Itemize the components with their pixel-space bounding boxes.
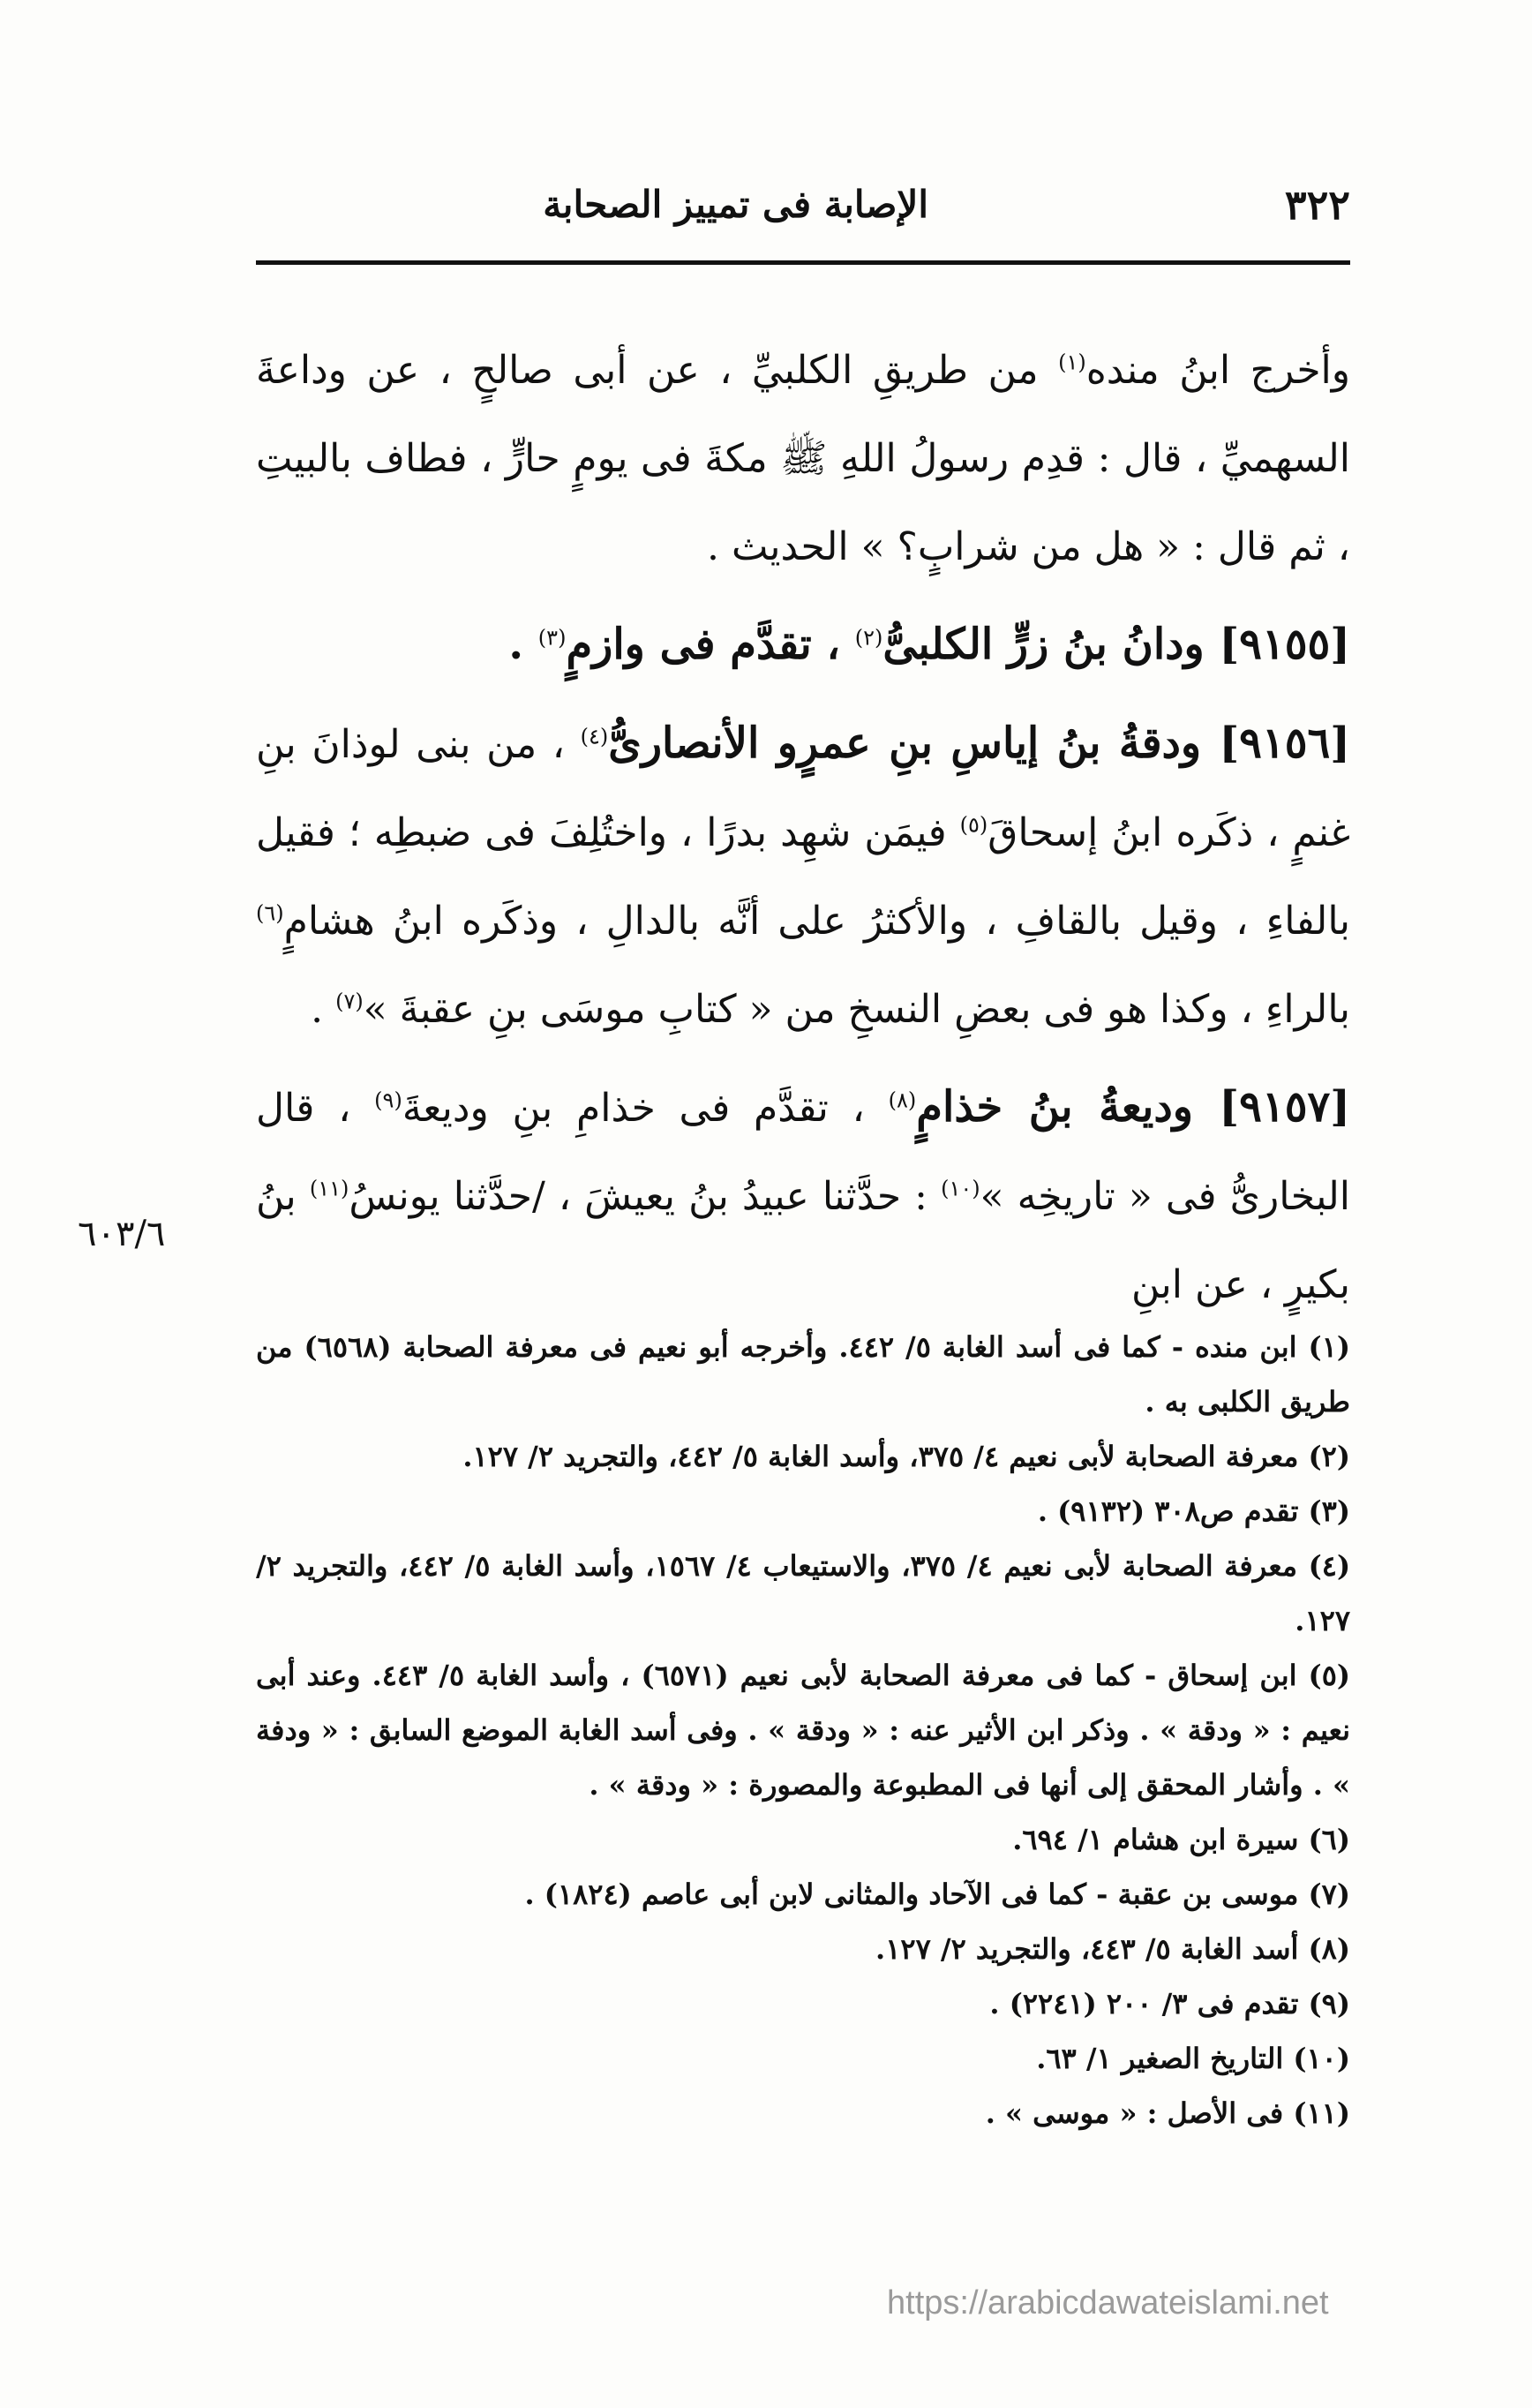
entry-heading: [٩١٥٦] ودقةُ بنُ إياسِ بنِ عمرٍو الأنصارىُّ bbox=[608, 719, 1351, 768]
footnote-ref: (٣) bbox=[537, 625, 567, 651]
text-run: بنُ بكيرٍ ، عن ابنِ bbox=[256, 1174, 1350, 1307]
header-divider bbox=[256, 260, 1350, 265]
entry-heading: [٩١٥٧] وديعةُ بنُ خذامٍ bbox=[916, 1082, 1350, 1132]
footnote-9: (٩) تقدم فى ٣/ ٢٠٠ (٢٢٤١) . bbox=[989, 1987, 1350, 2020]
text-run: وأخرج ابنُ منده bbox=[1085, 348, 1350, 393]
footnote-4: (٤) معرفة الصحابة لأبى نعيم ٤/ ٣٧٥، والاستيعاب ٤/ ١٥٦٧، وأسد الغابة ٥/ ٤٤٢، والتجريد ٢/ ١٢٧. bbox=[256, 1549, 1351, 1637]
text-run: ، تقدَّم فى وازمٍ bbox=[566, 620, 855, 669]
footnote-ref: (٢) bbox=[854, 625, 883, 651]
entry-9155 bbox=[256, 600, 1350, 690]
footnote-ref: (٨) bbox=[888, 1087, 917, 1113]
text-run: . bbox=[508, 620, 538, 669]
entry-9157 bbox=[256, 1063, 1350, 1329]
text-run: بالراءِ ، وكذا هو فى بعضِ النسخِ من « كتابِ موسَى بنِ عقبةَ » bbox=[363, 987, 1350, 1032]
page-number: ٣٢٢ bbox=[1284, 181, 1350, 229]
footnote-1: (١) ابن منده - كما فى أسد الغابة ٥/ ٤٤٢. وأخرجه أبو نعيم فى معرفة الصحابة (٦٥٦٨) من طريق الكلبى به . bbox=[256, 1330, 1351, 1418]
footnote-ref: (٥) bbox=[959, 812, 988, 838]
text-run: . bbox=[311, 987, 336, 1032]
footnote-ref: (٦) bbox=[256, 900, 284, 926]
footnote-8: (٨) أسد الغابة ٥/ ٤٤٣، والتجريد ٢/ ١٢٧. bbox=[875, 1932, 1350, 1966]
footnote-ref: (١) bbox=[1058, 350, 1086, 375]
text-run: : حدَّثنا عبيدُ بنُ يعيشَ ، /حدَّثنا يونسُ bbox=[349, 1174, 942, 1219]
footnote-6: (٦) سيرة ابن هشام ١/ ٦٩٤. bbox=[1012, 1823, 1350, 1856]
footnote-ref: (٧) bbox=[335, 989, 364, 1014]
footnote-ref: (٩) bbox=[374, 1087, 402, 1113]
footnote-11: (١١) فى الأصل : « موسى » . bbox=[985, 2096, 1350, 2130]
text-run: من طريقِ الكلبيِّ ، عن أبى صالحٍ ، عن وداعةَ السهميِّ ، قال : قدِم رسولُ اللهِ ﷺ مكةَ فى يومٍ حارٍّ ، فطاف بالبيتِ ، ثم قال : « هل من شرابٍ؟ » الحديث . bbox=[256, 348, 1350, 569]
footnotes bbox=[256, 1320, 1350, 2141]
entry-heading: [٩١٥٥] ودانُ بنُ زرٍّ الكلبىُّ bbox=[882, 620, 1350, 669]
footnote-3: (٣) تقدم ص٣٠٨ (٩١٣٢) . bbox=[1037, 1494, 1350, 1528]
footnote-10: (١٠) التاريخ الصغير ١/ ٦٣. bbox=[1036, 2042, 1350, 2075]
margin-page-reference: ٦٠٣/٦ bbox=[78, 1214, 166, 1254]
page-header bbox=[256, 181, 1350, 243]
paragraph-intro bbox=[256, 327, 1350, 591]
text-run: ، قال البخارىُّ فى « تاريخِه » bbox=[256, 1086, 1351, 1219]
footnote-5: (٥) ابن إسحاق - كما فى معرفة الصحابة لأبى نعيم (٦٥٧١) ، وأسد الغابة ٥/ ٤٤٣. وعند أبى نعيم : « ودقة » . وذكر ابن الأثير عنه : « ودقة » . وفى أسد الغابة الموضع السابق : « ودفة » . وأشار المحقق إلى أنها فى المطبوعة والمصورة : « ودقة » . bbox=[256, 1659, 1351, 1802]
footnote-ref: (١٠) bbox=[941, 1176, 980, 1201]
text-run: ، تقدَّم فى خذامِ بنِ وديعةَ bbox=[402, 1086, 889, 1131]
footnote-7: (٧) موسى بن عقبة - كما فى الآحاد والمثانى لابن أبى عاصم (١٨٢٤) . bbox=[524, 1877, 1350, 1911]
book-title: الإصابة فى تمييز الصحابة bbox=[543, 183, 928, 226]
main-text bbox=[256, 327, 1350, 1338]
footnote-2: (٢) معرفة الصحابة لأبى نعيم ٤/ ٣٧٥، وأسد الغابة ٥/ ٤٤٢، والتجريد ٢/ ١٢٧. bbox=[462, 1440, 1350, 1473]
footnote-ref: (٤) bbox=[580, 724, 609, 749]
text-run: فيمَن شهِد بدرًا ، واختُلِفَ فى ضبطِه ؛ فقيل بالفاءِ ، وقيل بالقافِ ، والأكثرُ على أنَّه بالدالِ ، وذكَره ابنُ هشامٍ bbox=[256, 810, 1350, 944]
source-watermark: https://arabicdawateislami.net bbox=[887, 2284, 1329, 2321]
text-run: ، من بنى لوذانَ بنِ غنمٍ ، ذكَره ابنُ إسحاقَ bbox=[256, 722, 1350, 855]
footnote-ref: (١١) bbox=[309, 1176, 349, 1201]
entry-9156 bbox=[256, 699, 1350, 1054]
